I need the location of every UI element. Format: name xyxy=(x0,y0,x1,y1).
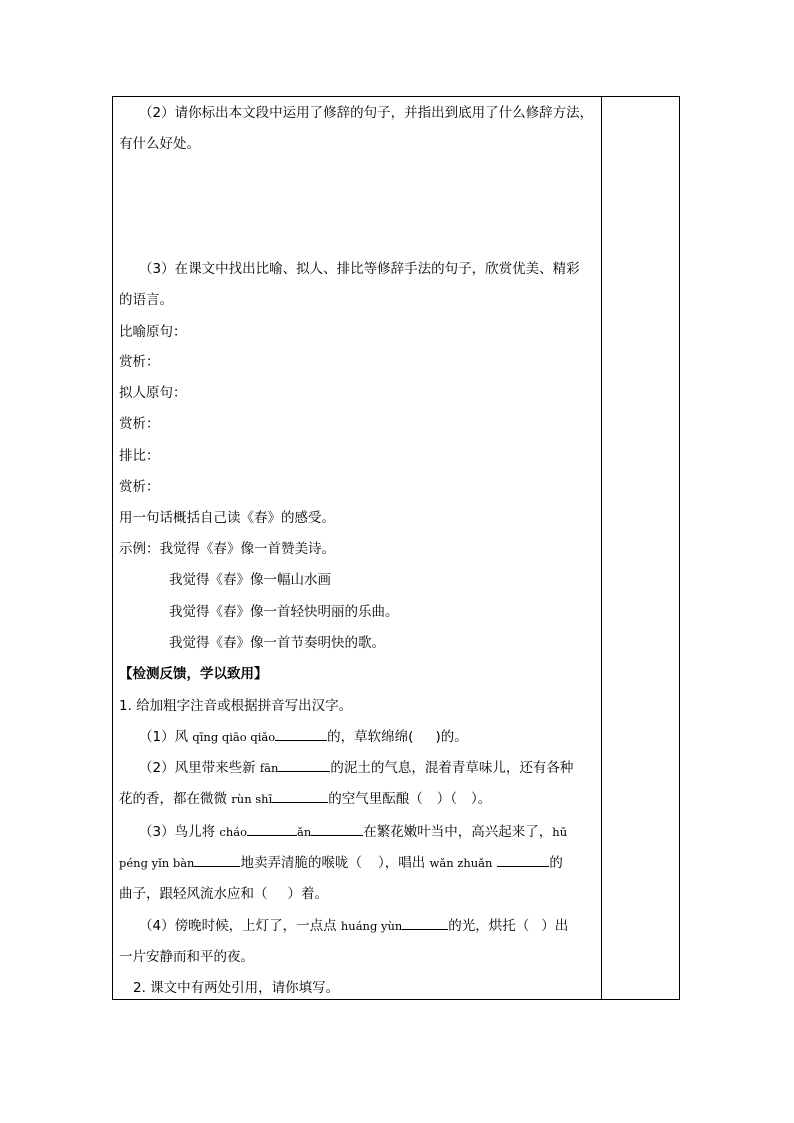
parallelism-prompt: 排比： xyxy=(119,448,160,464)
pinyin-text: cháo xyxy=(219,825,248,839)
answer-blank[interactable] xyxy=(272,790,328,803)
summary-example-2: 我觉得《春》像一幅山水画 xyxy=(169,572,331,588)
summary-instruction: 用一句话概括自己读《春》的感受。 xyxy=(119,510,335,526)
personification-prompt: 拟人原句： xyxy=(119,385,187,401)
exercise-1-item-4-line2: 一片安静而和平的夜。 xyxy=(119,949,254,965)
exercise-2-title: 2. 课文中有两处引用，请你填写。 xyxy=(133,980,340,996)
pinyin-text: hū xyxy=(552,825,568,839)
exercise-1-item-3-line1: （3）鸟儿将 cháo ǎn 在繁花嫩叶当中，高兴起来了，hū xyxy=(139,824,568,840)
pinyin-text: péng yǐn bàn xyxy=(119,856,195,870)
exercise-1-item-3-line2: péng yǐn bàn 地卖弄清脆的喉咙（ ），唱出 wǎn zhuǎn 的 xyxy=(119,855,563,871)
answer-blank[interactable] xyxy=(402,917,448,930)
pinyin-text: huáng yùn xyxy=(340,919,403,933)
pinyin-text: wǎn zhuǎn xyxy=(429,856,493,870)
answer-blank[interactable] xyxy=(247,823,297,836)
answer-blank[interactable] xyxy=(497,854,549,867)
q3-line1: （3）在课文中找出比喻、拟人、排比等修辞手法的句子，欣赏优美、精彩 xyxy=(139,261,580,277)
answer-blank[interactable] xyxy=(278,759,330,772)
notes-column-divider xyxy=(601,97,602,999)
appreciation-prompt-1: 赏析： xyxy=(119,354,160,370)
q2-line2: 有什么好处。 xyxy=(119,136,200,152)
pinyin-text: qīng qiāo qiǎo xyxy=(192,730,276,744)
q2-line1: （2）请你标出本文段中运用了修辞的句子，并指出到底用了什么修辞方法， xyxy=(139,105,594,121)
metaphor-prompt: 比喻原句： xyxy=(119,324,187,340)
answer-blank[interactable] xyxy=(311,823,363,836)
exercise-1-title: 1. 给加粗字注音或根据拼音写出汉字。 xyxy=(119,698,353,714)
summary-example-4: 我觉得《春》像一首节奏明快的歌。 xyxy=(169,635,385,651)
exercise-1-item-1: （1）风 qīng qiāo qiǎo 的，草软绵绵( )的。 xyxy=(139,729,468,745)
summary-example: 示例：我觉得《春》像一首赞美诗。 xyxy=(119,541,335,557)
exercise-1-item-3-line3: 曲子，跟轻风流水应和（ ）着。 xyxy=(119,886,328,902)
exercise-1-item-2-line2: 花的香，都在微微 rùn shī 的空气里酝酿（ ）（ ）。 xyxy=(119,791,492,807)
pinyin-text: fān xyxy=(259,761,279,775)
exercise-1-item-4-line1: （4）傍晚时候，上灯了，一点点 huáng yùn 的光，烘托（ ）出 xyxy=(139,918,569,934)
pinyin-text: rùn shī xyxy=(231,792,273,806)
pinyin-text: ǎn xyxy=(297,825,312,839)
appreciation-prompt-3: 赏析： xyxy=(119,479,160,495)
answer-blank[interactable] xyxy=(194,854,240,867)
exercise-1-item-2-line1: （2）风里带来些新 fān 的泥土的气息，混着青草味儿，还有各种 xyxy=(139,760,574,776)
section-heading: 【检测反馈，学以致用】 xyxy=(119,666,268,682)
summary-example-3: 我觉得《春》像一首轻快明丽的乐曲。 xyxy=(169,604,399,620)
appreciation-prompt-2: 赏析： xyxy=(119,416,160,432)
worksheet-table xyxy=(112,96,680,1000)
q3-line2: 的语言。 xyxy=(119,292,173,308)
answer-blank[interactable] xyxy=(275,728,327,741)
